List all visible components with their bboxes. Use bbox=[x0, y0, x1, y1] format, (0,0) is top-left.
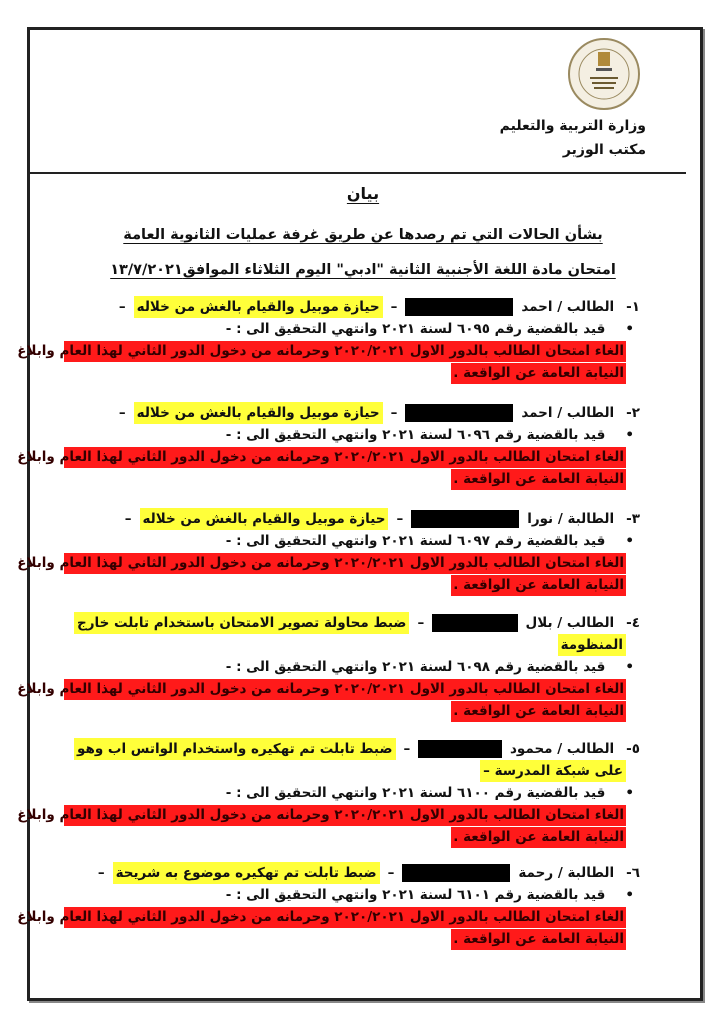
outcome-text-cont: النيابة العامة عن الواقعة . bbox=[451, 701, 626, 722]
outcome-text-cont: النيابة العامة عن الواقعة . bbox=[451, 363, 626, 384]
student-label: الطالب / بلال bbox=[525, 615, 615, 631]
dash: – bbox=[387, 865, 395, 881]
outcome-text-cont: النيابة العامة عن الواقعة . bbox=[451, 929, 626, 950]
case-number-line: • قيد بالقضية رقم ٦٠٩٦ لسنة ٢٠٢١ وانتهي التحقيق الى : - bbox=[225, 427, 606, 443]
student-label: الطالبة / رحمة bbox=[518, 865, 615, 881]
case-item bbox=[17, 612, 640, 722]
ministry-name: وزارة التربية والتعليم bbox=[499, 118, 646, 134]
case-item bbox=[17, 738, 640, 848]
case-number-line: • قيد بالقضية رقم ٦٠٩٨ لسنة ٢٠٢١ وانتهي التحقيق الى : - bbox=[225, 659, 606, 675]
item-number: ٥- bbox=[626, 741, 640, 757]
item-number: ٦- bbox=[626, 865, 640, 881]
dash: – bbox=[403, 741, 411, 757]
ministry-logo bbox=[560, 36, 648, 112]
office-name: مكتب الوزير bbox=[562, 142, 646, 158]
outcome-text-cont: النيابة العامة عن الواقعة . bbox=[451, 575, 626, 596]
dash: – bbox=[390, 299, 398, 315]
redacted-name bbox=[402, 864, 510, 882]
case-item bbox=[17, 508, 640, 596]
case-item bbox=[17, 402, 640, 490]
violation-text: ضبط تابلت تم تهكيره واستخدام الواتس اب وهو bbox=[74, 738, 396, 760]
outcome-text: الغاء امتحان الطالب بالدور الاول ٢٠٢٠/٢٠٢١ وحرمانه من دخول الدور الثاني لهذا العام وابلاغ bbox=[64, 447, 626, 468]
case-number-line: • قيد بالقضية رقم ٦٠٩٥ لسنة ٢٠٢١ وانتهي التحقيق الى : - bbox=[225, 321, 606, 337]
outcome-text: الغاء امتحان الطالب بالدور الاول ٢٠٢٠/٢٠٢١ وحرمانه من دخول الدور الثاني لهذا العام وابلاغ bbox=[64, 907, 626, 928]
case-number-line: • قيد بالقضية رقم ٦١٠١ لسنة ٢٠٢١ وانتهي التحقيق الى : - bbox=[225, 887, 606, 903]
case-item bbox=[17, 296, 640, 384]
item-number: ٣- bbox=[626, 511, 640, 527]
item-number: ٢- bbox=[626, 405, 640, 421]
item-number: ١- bbox=[626, 299, 640, 315]
exam-line: امتحان مادة اللغة الأجنبية الثانية "ادبي" اليوم الثلاثاء الموافق١٣/٧/٢٠٢١ bbox=[110, 262, 616, 278]
student-label: الطالبة / نورا bbox=[527, 511, 615, 527]
case-item bbox=[17, 862, 640, 950]
violation-text: حيازة موبيل والقيام بالغش من خلاله bbox=[134, 296, 383, 318]
dash: – bbox=[97, 865, 105, 881]
outcome-text: الغاء امتحان الطالب بالدور الاول ٢٠٢٠/٢٠٢١ وحرمانه من دخول الدور الثاني لهذا العام وابلاغ bbox=[64, 553, 626, 574]
case-number-line: • قيد بالقضية رقم ٦١٠٠ لسنة ٢٠٢١ وانتهي التحقيق الى : - bbox=[225, 785, 606, 801]
document-title: بيان bbox=[346, 184, 380, 203]
case-number-line: • قيد بالقضية رقم ٦٠٩٧ لسنة ٢٠٢١ وانتهي التحقيق الى : - bbox=[225, 533, 606, 549]
document-subtitle: بشأن الحالات التي تم رصدها عن طريق غرفة عمليات الثانوية العامة bbox=[123, 227, 603, 243]
student-label: الطالب / احمد bbox=[521, 299, 615, 315]
dash: – bbox=[396, 511, 404, 527]
outcome-text: الغاء امتحان الطالب بالدور الاول ٢٠٢٠/٢٠٢١ وحرمانه من دخول الدور الثاني لهذا العام وابلاغ bbox=[64, 679, 626, 700]
student-label: الطالب / احمد bbox=[521, 405, 615, 421]
redacted-name bbox=[405, 404, 513, 422]
dash: – bbox=[417, 615, 425, 631]
violation-text: حيازة موبيل والقيام بالغش من خلاله bbox=[134, 402, 383, 424]
outcome-text: الغاء امتحان الطالب بالدور الاول ٢٠٢٠/٢٠٢١ وحرمانه من دخول الدور الثاني لهذا العام وابلاغ bbox=[64, 341, 626, 362]
header-divider bbox=[30, 172, 686, 174]
dash: – bbox=[124, 511, 132, 527]
violation-text: ضبط محاولة تصوير الامتحان باستخدام تابلت خارج bbox=[74, 612, 409, 634]
dash: – bbox=[118, 405, 126, 421]
violation-text: ضبط تابلت تم تهكيره موضوع به شريحة bbox=[113, 862, 380, 884]
redacted-name bbox=[418, 740, 502, 758]
outcome-text-cont: النيابة العامة عن الواقعة . bbox=[451, 827, 626, 848]
outcome-text: الغاء امتحان الطالب بالدور الاول ٢٠٢٠/٢٠٢١ وحرمانه من دخول الدور الثاني لهذا العام وابلاغ bbox=[64, 805, 626, 826]
dash: – bbox=[390, 405, 398, 421]
violation-text-cont: المنظومة bbox=[558, 634, 626, 656]
redacted-name bbox=[411, 510, 519, 528]
outcome-text-cont: النيابة العامة عن الواقعة . bbox=[451, 469, 626, 490]
violation-text-cont: على شبكة المدرسة – bbox=[480, 760, 626, 782]
dash: – bbox=[118, 299, 126, 315]
student-label: الطالب / محمود bbox=[510, 741, 615, 757]
violation-text: حيازة موبيل والقيام بالغش من خلاله bbox=[140, 508, 389, 530]
redacted-name bbox=[432, 614, 517, 632]
redacted-name bbox=[405, 298, 513, 316]
item-number: ٤- bbox=[626, 615, 640, 631]
